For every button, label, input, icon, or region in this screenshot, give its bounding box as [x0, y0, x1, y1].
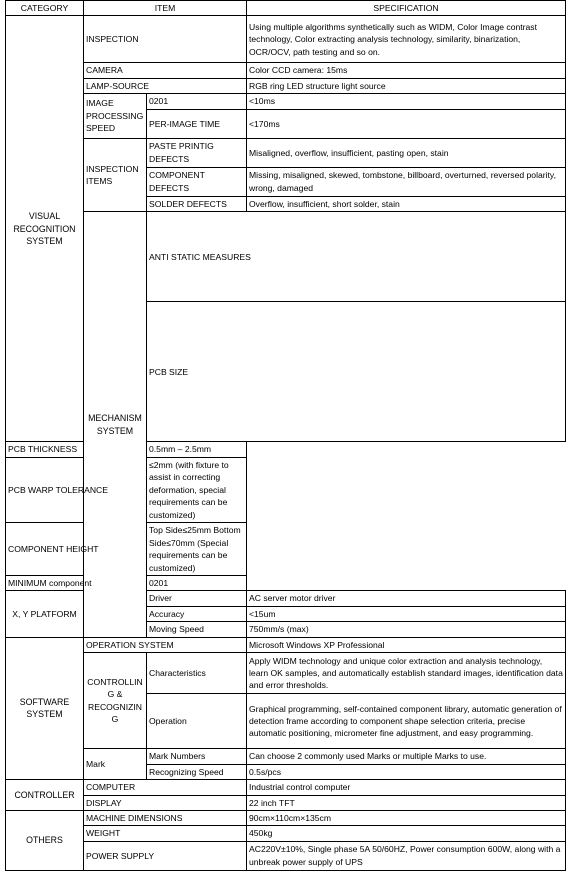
table-row — [6, 826, 566, 841]
table-row — [6, 653, 566, 694]
table-row — [6, 16, 566, 63]
item-lamp-source: LAMP-SOURCE — [84, 78, 247, 93]
spec-accuracy: <15um — [247, 606, 566, 621]
subitem-driver: Driver — [147, 591, 247, 606]
header-specification: SPECIFICATION — [247, 1, 566, 16]
item-component-height: COMPONENT HEIGHT — [6, 523, 147, 576]
item-minimum-component: MINIMUM component — [6, 575, 147, 590]
subitem-accuracy: Accuracy — [147, 606, 247, 621]
item-controlling-recognizing: CONTROLLIN G & RECOGNIZIN G — [84, 653, 147, 749]
spec-power-supply: AC220V±10%, Single phase 5A 50/60HZ, Power consumption 600W, along with a unbreak power supply of UPS — [247, 841, 566, 870]
category-others: OTHERS — [6, 811, 84, 871]
header-item: ITEM — [84, 1, 247, 16]
table-row — [6, 457, 566, 522]
spec-operation-system: Microsoft Windows XP Professional — [247, 637, 566, 652]
category-software: SOFTWARE SYSTEM — [6, 637, 84, 779]
subitem-moving-speed: Moving Speed — [147, 622, 247, 637]
spec-0201: <10ms — [247, 94, 566, 109]
table-row — [6, 575, 566, 590]
spec-lamp-source: RGB ring LED structure light source — [247, 78, 566, 93]
item-weight: WEIGHT — [84, 826, 247, 841]
item-inspection: INSPECTION — [84, 16, 247, 63]
item-inspection-items: INSPECTION ITEMS — [84, 138, 147, 211]
spec-characteristics: Apply WIDM technology and unique color extraction and analysis technology, learn OK samples, and automatically establish standard images, identification data and error thresholds. — [247, 653, 566, 694]
item-power-supply: POWER SUPPLY — [84, 841, 247, 870]
table-row — [6, 637, 566, 652]
spec-minimum-component: 0201 — [147, 575, 247, 590]
table-row — [6, 841, 566, 870]
spec-pcb-warp: ≤2mm (with fixture to assist in correcting deformation, special requirements can be customized) — [147, 457, 247, 522]
item-camera: CAMERA — [84, 63, 247, 78]
header-row — [6, 1, 566, 16]
subitem-mark-numbers: Mark Numbers — [147, 749, 247, 764]
spec-display: 22 inch TFT — [247, 795, 566, 810]
item-display: DISPLAY — [84, 795, 247, 810]
spec-component-defects: Missing, misaligned, skewed, tombstone, billboard, overturned, reversed polarity, wrong, damaged — [247, 167, 566, 196]
subitem-operation: Operation — [147, 694, 247, 749]
subitem-per-image-time: PER-IMAGE TIME — [147, 109, 247, 138]
table-row — [6, 523, 566, 576]
table-row — [6, 138, 566, 167]
spec-moving-speed: 750mm/s (max) — [247, 622, 566, 637]
spec-per-image-time: <170ms — [247, 109, 566, 138]
item-pcb-size: PCB SIZE — [147, 302, 566, 442]
table-row — [6, 78, 566, 93]
item-operation-system: OPERATION SYSTEM — [84, 637, 247, 652]
spec-recognizing-speed: 0.5s/pcs — [247, 764, 566, 779]
category-visual: VISUAL RECOGNITION SYSTEM — [6, 16, 84, 442]
item-mark: Mark — [84, 749, 147, 780]
header-category: CATEGORY — [6, 1, 84, 16]
document-page — [5, 0, 565, 867]
specification-table — [5, 0, 566, 871]
spec-mark-numbers: Can choose 2 commonly used Marks or multiple Marks to use. — [247, 749, 566, 764]
subitem-component-defects: COMPONENT DEFECTS — [147, 167, 247, 196]
subitem-solder-defects: SOLDER DEFECTS — [147, 196, 247, 211]
item-machine-dimensions: MACHINE DIMENSIONS — [84, 811, 247, 826]
subitem-paste-defects: PASTE PRINTIG DEFECTS — [147, 138, 247, 167]
item-pcb-warp: PCB WARP TOLERANCE — [6, 457, 147, 522]
item-computer: COMPUTER — [84, 780, 247, 795]
category-mechanism: MECHANISM SYSTEM — [84, 212, 147, 638]
spec-machine-dimensions: 90cm×110cm×135cm — [247, 811, 566, 826]
item-image-processing-speed: IMAGE PROCESSING SPEED — [84, 94, 147, 138]
item-xy-platform: X, Y PLATFORM — [6, 591, 84, 637]
spec-computer: Industrial control computer — [247, 780, 566, 795]
table-row — [6, 442, 566, 457]
item-pcb-thickness: PCB THICKNESS — [6, 442, 147, 457]
spec-weight: 450kg — [247, 826, 566, 841]
spec-operation: Graphical programming, self-contained component library, automatic generation of detection frame according to component shape selection criteria, precise automatic positioning, micrometer fine adjustment, and easy programming. — [247, 694, 566, 749]
category-controller: CONTROLLER — [6, 780, 84, 811]
subitem-characteristics: Characteristics — [147, 653, 247, 694]
spec-inspection: Using multiple algorithms synthetically such as WIDM, Color Image contrast technology, Color extracting analysis technology, similarity, binarization, OCR/OCV, path testing and so on. — [247, 16, 566, 63]
subitem-recognizing-speed: Recognizing Speed — [147, 764, 247, 779]
table-row — [6, 63, 566, 78]
table-row — [6, 780, 566, 795]
spec-component-height: Top Side≤25mm Bottom Side≤70mm (Special requirements can be customized) — [147, 523, 247, 576]
subitem-0201: 0201 — [147, 94, 247, 109]
item-anti-static: ANTI STATIC MEASURES — [147, 212, 566, 302]
table-row — [6, 795, 566, 810]
spec-paste-defects: Misaligned, overflow, insufficient, pasting open, stain — [247, 138, 566, 167]
spec-camera: Color CCD camera: 15ms — [247, 63, 566, 78]
spec-driver: AC server motor driver — [247, 591, 566, 606]
table-row — [6, 811, 566, 826]
table-row — [6, 212, 566, 302]
table-row — [6, 94, 566, 109]
spec-pcb-thickness: 0.5mm – 2.5mm — [147, 442, 247, 457]
spec-solder-defects: Overflow, insufficient, short solder, stain — [247, 196, 566, 211]
table-row — [6, 749, 566, 764]
